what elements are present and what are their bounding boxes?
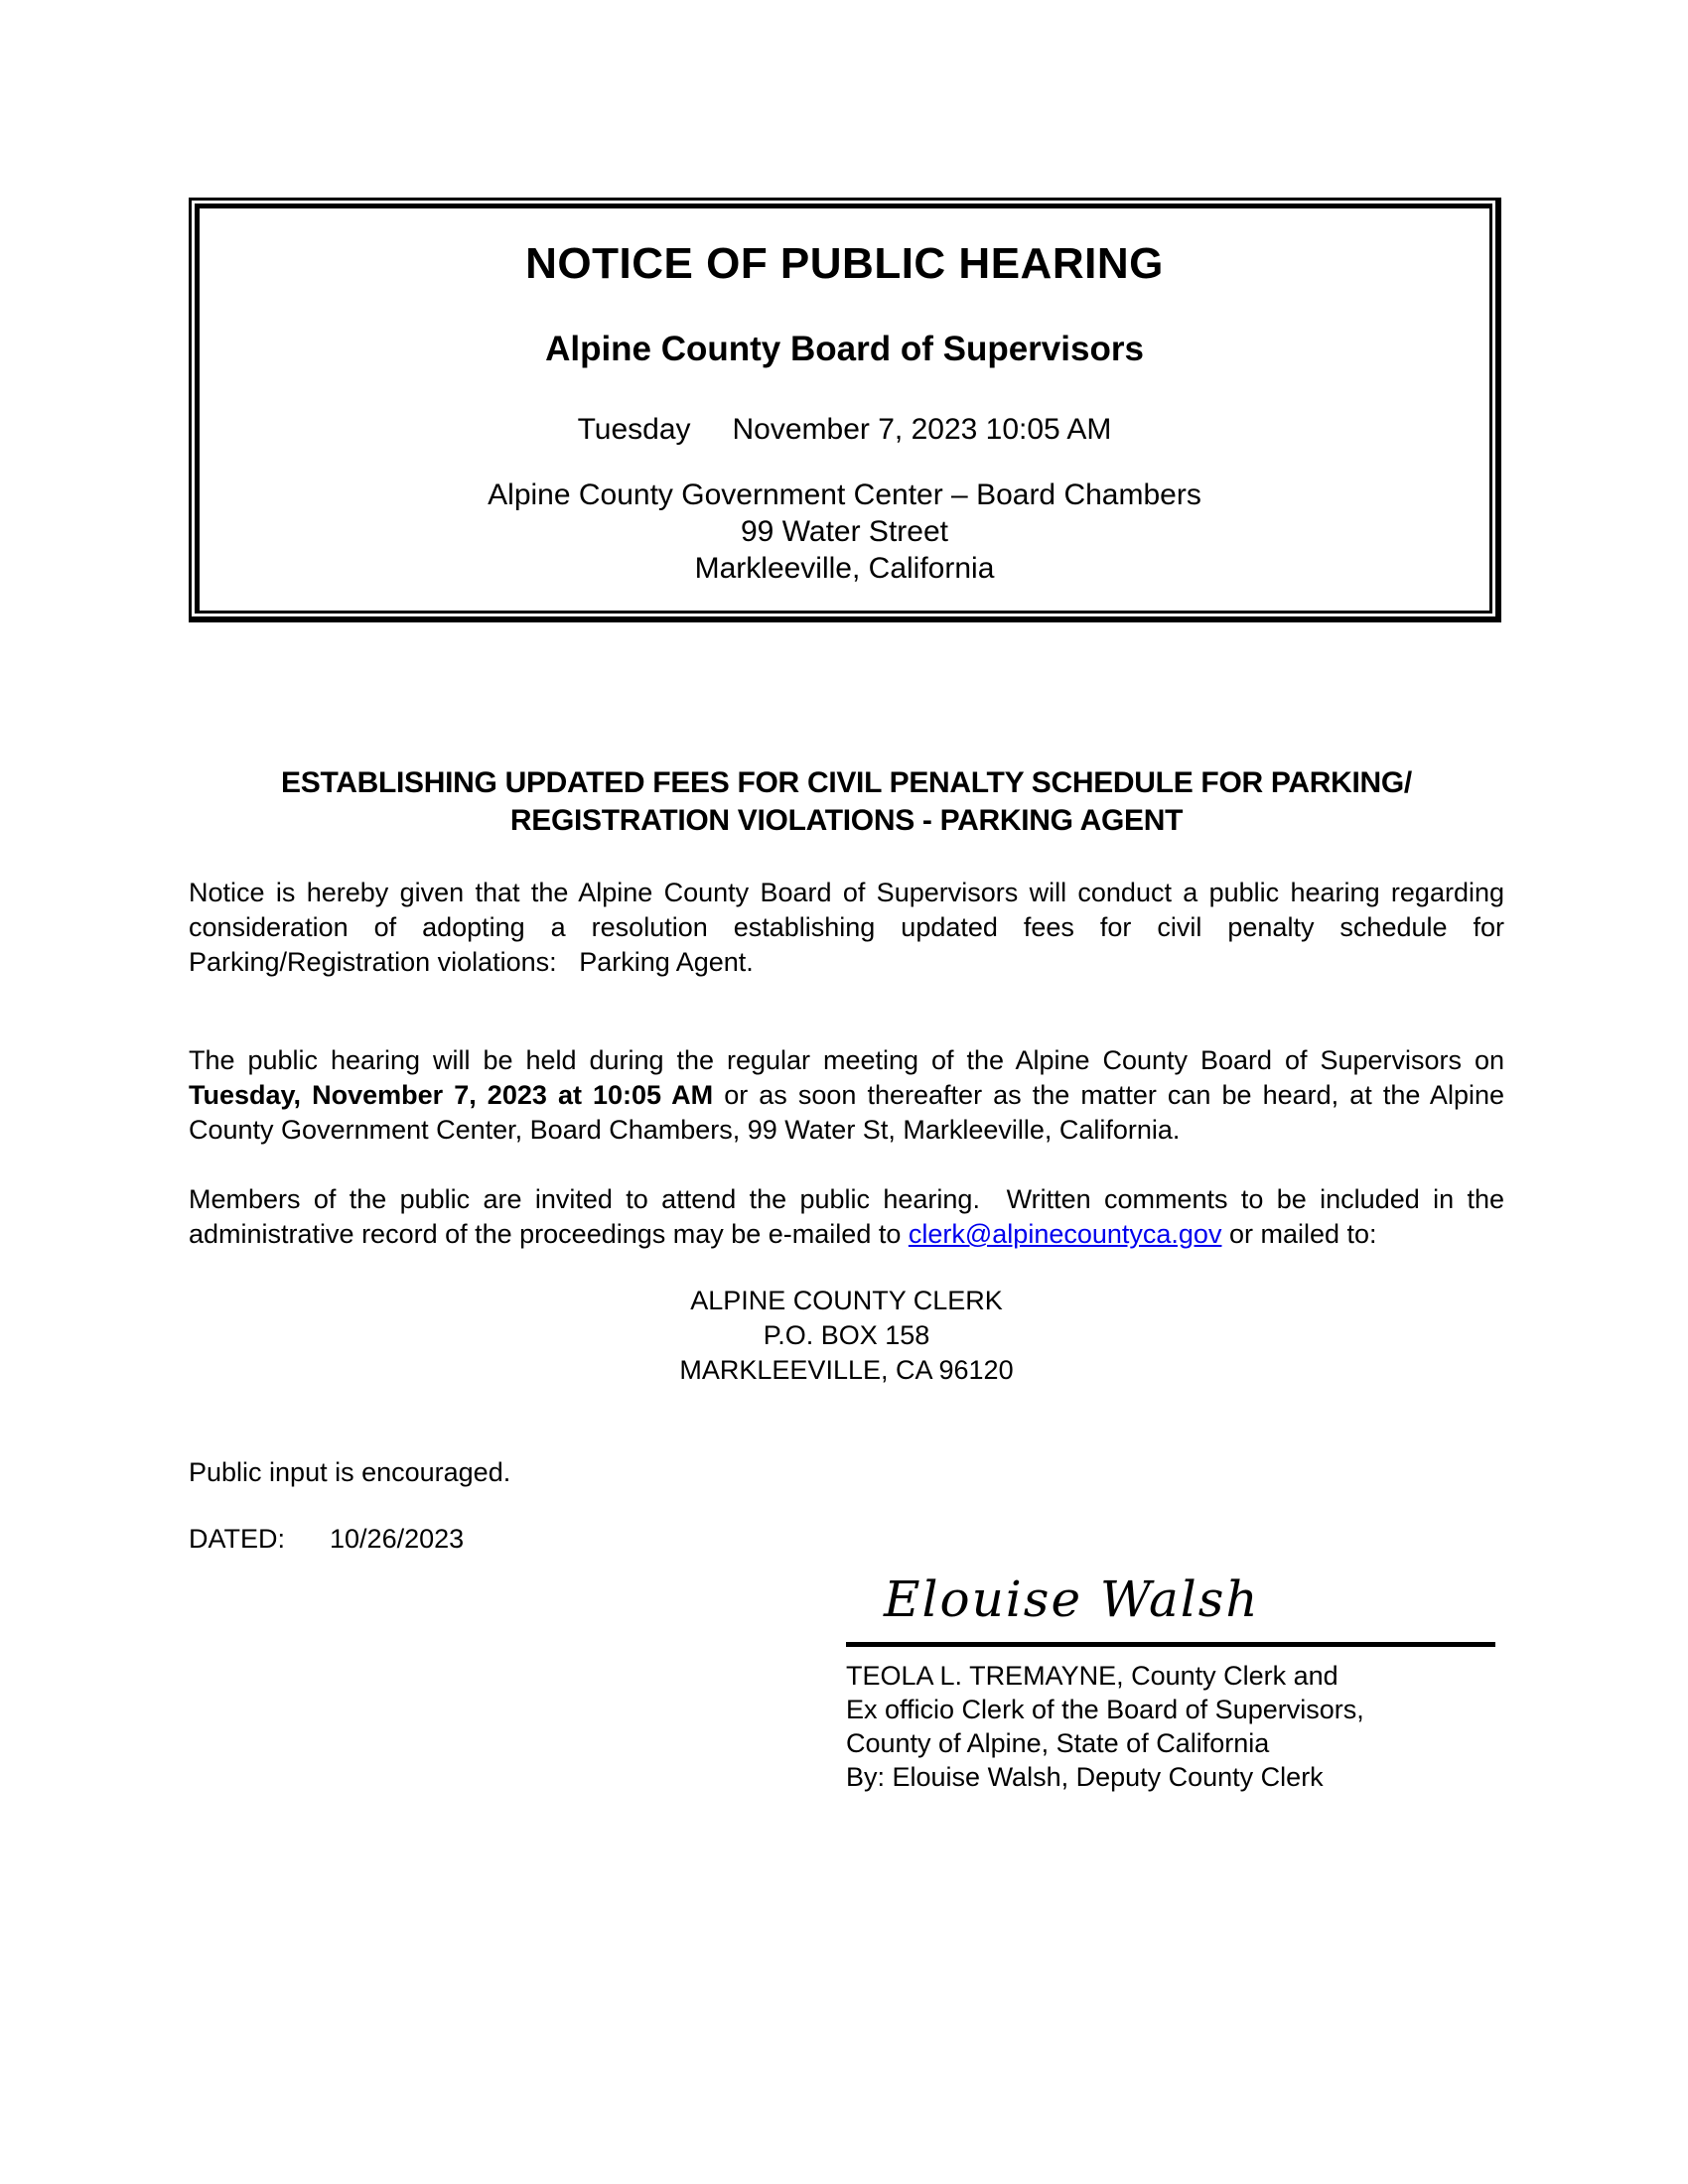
- signature-line: [846, 1642, 1495, 1647]
- paragraph-hearing-pre: The public hearing will be held during the regular meeting of the Alpine County Board of Supervisors on: [189, 1045, 1504, 1075]
- hearing-location: [219, 477, 1470, 587]
- hearing-datetime: [219, 411, 1470, 449]
- subject-heading: ESTABLISHING UPDATED FEES FOR CIVIL PENALTY SCHEDULE FOR PARKING/ REGISTRATION VIOLATIONS - PARKING AGENT: [281, 766, 1412, 837]
- paragraph-notice-given: Notice is hereby given that the Alpine County Board of Supervisors will conduct a public hearing regarding consideration of adopting a resolution establishing updated fees for civil penalty schedule for Parking/Registration violations: Parking Agent.: [189, 878, 1504, 977]
- location-line-venue: Alpine County Government Center – Board Chambers: [488, 478, 1201, 511]
- signatory-line-name: TEOLA L. TREMAYNE, County Clerk and: [846, 1661, 1338, 1691]
- notice-header-box: [189, 198, 1501, 622]
- clerk-email-link[interactable]: clerk@alpinecountyca.gov: [908, 1219, 1222, 1249]
- signatory-line-exofficio: Ex officio Clerk of the Board of Supervisors,: [846, 1695, 1364, 1724]
- paragraph-public-comments: [189, 1182, 1504, 1252]
- signature-handwriting: Elouise Walsh: [884, 1570, 1260, 1628]
- mailing-address: [189, 1284, 1504, 1388]
- notice-header-box-inner: [195, 204, 1492, 614]
- paragraph-comments-pre: Members of the public are invited to attend the public hearing. Written comments to be included in the administrative record of the proceedings may be e-mailed to: [189, 1184, 1504, 1249]
- dated-value: 10/26/2023: [330, 1524, 465, 1554]
- hearing-datetime-bold: Tuesday, November 7, 2023 at 10:05 AM: [189, 1080, 714, 1110]
- hearing-day: Tuesday: [577, 413, 691, 446]
- signatory-line-deputy: By: Elouise Walsh, Deputy County Clerk: [846, 1762, 1324, 1792]
- mailing-address-name: ALPINE COUNTY CLERK: [690, 1286, 1003, 1315]
- signatory-identification: [846, 1659, 1501, 1794]
- hearing-date-time: November 7, 2023 10:05 AM: [732, 413, 1112, 446]
- dated-label: DATED:: [189, 1524, 286, 1554]
- public-input-note: Public input is encouraged.: [189, 1457, 511, 1487]
- notice-title: NOTICE OF PUBLIC HEARING: [525, 239, 1164, 288]
- signatory-line-county: County of Alpine, State of California: [846, 1728, 1270, 1758]
- dated-row: [189, 1522, 1504, 1557]
- location-line-city: Markleeville, California: [694, 552, 995, 585]
- signature-block: [846, 1569, 1501, 1794]
- location-line-street: 99 Water Street: [741, 515, 948, 548]
- mailing-address-po-box: P.O. BOX 158: [763, 1320, 930, 1350]
- document-body: [189, 764, 1504, 1557]
- mailing-address-city-zip: MARKLEEVILLE, CA 96120: [679, 1355, 1014, 1385]
- paragraph-hearing-details: [189, 1043, 1504, 1148]
- paragraph-hearing-post: or as soon thereafter as the matter can be heard, at the Alpine County Government Center, Board Chambers, 99 Water St, Markleeville, California.: [189, 1080, 1504, 1145]
- board-subtitle: Alpine County Board of Supervisors: [545, 330, 1144, 368]
- paragraph-comments-post: or mailed to:: [1221, 1219, 1377, 1249]
